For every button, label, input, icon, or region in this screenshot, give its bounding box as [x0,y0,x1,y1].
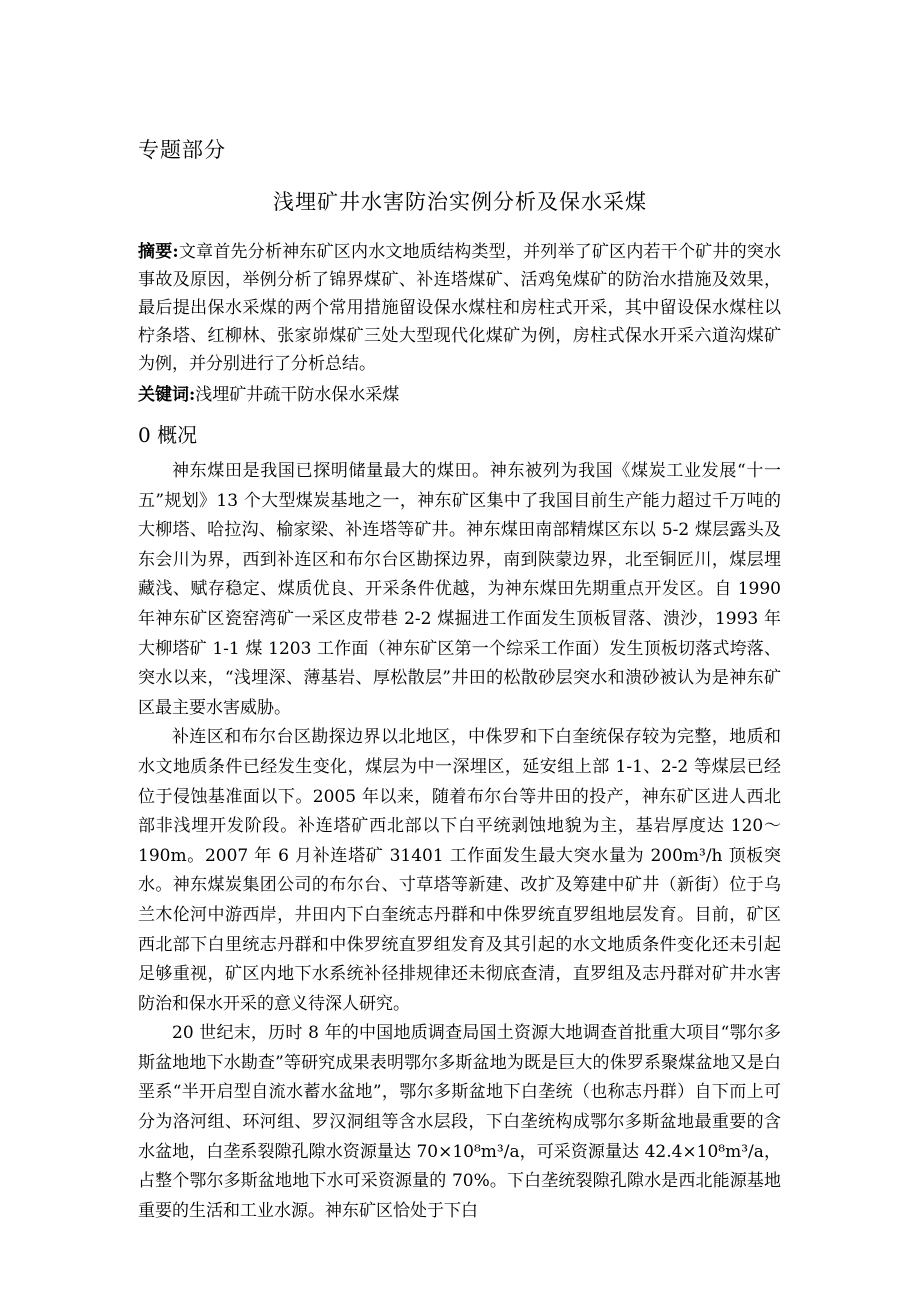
abstract-label: 摘要: [138,242,179,262]
body-text [138,457,781,1226]
section-heading: 0 概况 [138,423,198,447]
paragraph: 神东煤田是我国已探明储量最大的煤田。神东被列为我国《煤炭工业发展“十一五”规划》13 个大型煤炭基地之一，神东矿区集中了我国目前生产能力超过千万吨的大柳塔、哈拉沟、榆家梁、补连塔等矿井。神东煤田南部精煤区东以 5-2 煤层露头及东会川为界，西到补连区和布尔台区勘探边界，南到陕蒙边界，北至铜匠川，煤层埋藏浅、赋存稳定、煤质优良、开采条件优越，为神东煤田先期重点开发区。自 1990 年神东矿区瓷窑湾矿一采区皮带巷 2-2 煤掘进工作面发生顶板冒落、溃沙，1993 年大柳塔矿 1-1 煤 1203 工作面（神东矿区第一个综采工作面）发生顶板切落式垮落、突水以来，“浅埋深、薄基岩、厚松散层”井田的松散砂层突水和溃砂被认为是神东矿区最主要水害威胁。 [138,461,781,718]
keywords [138,381,781,409]
keywords-label: 关键词: [138,385,196,405]
abstract [138,238,781,378]
paragraph: 20 世纪末，历时 8 年的中国地质调查局国土资源大地调查首批重大项目“鄂尔多斯盆地地下水勘查”等研究成果表明鄂尔多斯盆地为既是巨大的侏罗系聚煤盆地又是白垩系“半开启型自流水蓄水盆地”，鄂尔多斯盆地下白垄统（也称志丹群）自下而上可分为洛河组、环河组、罗汉洞组等含水层段，下白垄统构成鄂尔多斯盆地最重要的含水盆地，白垄系裂隙孔隙水资源量达 70×10⁸m³/a，可采资源量达 42.4×10⁸m³/a，占整个鄂尔多斯盆地地下水可采资源量的 70%。下白垄统裂隙孔隙水是西北能源基地重要的生活和工业水源。神东矿区恰处于下白 [138,1023,781,1221]
paragraph: 补连区和布尔台区勘探边界以北地区，中侏罗和下白奎统保存较为完整，地质和水文地质条件已经发生变化，煤层为中一深埋区，延安组上部 1-1、2-2 等煤层已经位于侵蚀基准面以下。2005 年以来，随着布尔台等井田的投产，神东矿区进人西北部非浅埋开发阶段。补连塔矿西北部以下白平统剥蚀地貌为主，基岩厚度达 120～190m。2007 年 6 月补连塔矿 31401 工作面发生最大突水量为 200m³/h 顶板突水。神东煤炭集团公司的布尔台、寸草塔等新建、改扩及筹建中矿井（新街）位于乌兰木伦河中游西岸，井田内下白奎统志丹群和中侏罗统直罗组地层发育。目前，矿区西北部下白里统志丹群和中侏罗统直罗组发育及其引起的水文地质条件变化还未引起足够重视，矿区内地下水系统补径排规律还未彻底查清，直罗组及志丹群对矿井水害防治和保水开采的意义待深人研究。 [138,727,781,1014]
keywords-text: 浅埋矿井疏干防水保水采煤 [195,385,400,405]
abstract-text: 文章首先分析神东矿区内水文地质结构类型，并列举了矿区内若干个矿井的突水事故及原因，举例分析了锦界煤矿、补连塔煤矿、活鸡兔煤矿的防治水措施及效果，最后提出保水采煤的两个常用措施留设保水煤柱和房柱式开采，其中留设保水煤柱以柠条塔、红柳林、张家峁煤矿三处大型现代化煤矿为例，房柱式保水开采六道沟煤矿为例，并分别进行了分析总结。 [138,242,782,374]
section-label: 专题部分 [138,138,226,162]
document-title: 浅埋矿井水害防治实例分析及保水采煤 [273,190,647,214]
